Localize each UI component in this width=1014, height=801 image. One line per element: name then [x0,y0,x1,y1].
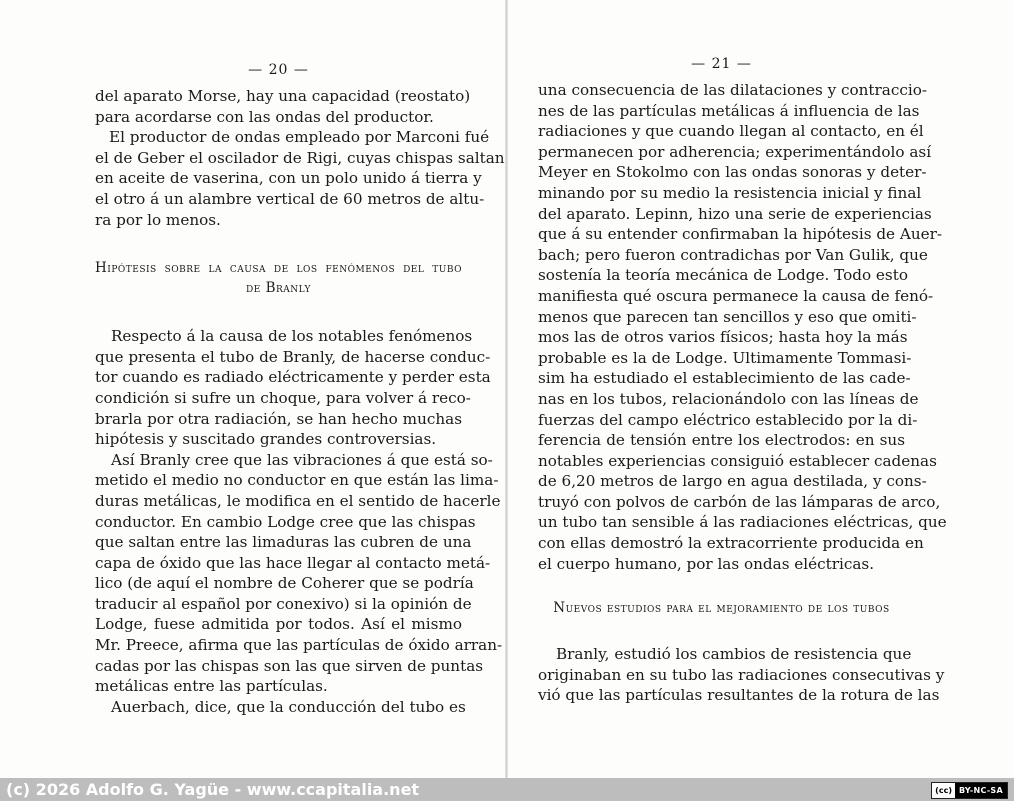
text-line: truyó con polvos de carbón de las lámparas de arco, [538,492,941,511]
heading-line: Hipótesis sobre la causa de los fenómenos del tubo [95,260,462,277]
text-line: vió que las partículas resultantes de la rotura de las [538,686,940,705]
paragraph [95,127,505,230]
text-line: traducir al español por conexivo) si la opinión de [95,594,472,613]
text-line: manifiesta qué oscura permanece la causa de fenó- [538,286,934,305]
text-line: cadas por las chispas son las que sirven de puntas [95,656,484,675]
text-line: lico (de aquí el nombre de Coherer que se podría [95,574,474,593]
cc-icon: (cc) [932,783,955,798]
text-line: metálicas entre las partículas. [95,677,328,696]
copyright-credit: (c) 2026 Adolfo G. Yagüe - www.ccapitalia.net [6,780,420,799]
text-line: permanecen por adherencia; experimentándolo así [538,142,932,161]
text-line: metido el medio no conductor en que están las lima- [95,471,499,490]
text-line: Así Branly cree que las vibraciones á que está so- [111,450,493,469]
license-label: BY-NC-SA [955,783,1007,798]
text-line: el cuerpo humano, por las ondas eléctricas. [538,554,875,573]
watermark-footer [0,778,1014,801]
text-line: duras metálicas, le modifica en el sentido de hacerle [95,491,501,510]
text-line: en aceite de vaserina, con un polo unido á tierra y [95,169,482,188]
text-line: conductor. En cambio Lodge cree que las chispas [95,512,476,531]
section-heading [538,598,905,618]
text-line: notables experiencias consiguió establecer cadenas [538,451,937,470]
text-line: probable es la de Lodge. Ultimamente Tommasi- [538,348,912,367]
text-line: ferencia de tensión entre los electrodos: en sus [538,431,905,450]
text-line: que saltan entre las limaduras las cubren de una [95,533,472,552]
text-line: condición si sufre un choque, para volver á reco- [95,388,471,407]
text-line: nes de las partículas metálicas á influencia de las [538,101,920,120]
paragraph [95,326,491,450]
text-line: radiaciones y que cuando llegan al contacto, en él [538,122,924,141]
paragraph [538,80,947,574]
text-line: Mr. Preece, afirma que las partículas de óxido arran- [95,636,503,655]
text-line: menos que parecen tan sencillos y eso que omiti- [538,307,917,326]
text-line: sostenía la teoría mecánica de Lodge. Todo esto [538,266,908,285]
text-line: Meyer en Stokolmo con las ondas sonoras y deter- [538,163,927,182]
book-gutter [505,0,508,778]
text-line: bach; pero fueron contradichas por Van Gulik, que [538,245,928,264]
text-line: brarla por otra radiación, se han hecho muchas [95,409,462,428]
text-line: un tubo tan sensible á las radiaciones eléctricas, que [538,513,947,532]
page-number-right: — 21 — [691,56,752,72]
text-line: fuerzas del campo eléctrico establecido por la di- [538,410,918,429]
text-line: de 6,20 metros de largo en agua destilada, y cons- [538,472,927,491]
text-line: Lodge, fuese admitida por todos. Así el mismo [95,615,462,634]
text-line: tor cuando es radiado eléctricamente y perder esta [95,368,491,387]
license-badge [931,782,1008,799]
page-number-left: — 20 — [248,62,309,78]
text-line: ra por lo menos. [95,210,221,229]
heading-line: de Branly [246,280,311,297]
text-line: Respecto á la causa de los notables fenómenos [111,327,473,346]
text-line: para acordarse con las ondas del productor. [95,107,434,126]
left-page [95,0,505,778]
paragraph [95,697,466,718]
right-page-text [538,80,947,706]
text-line: con ellas demostró la extracorriente producida en [538,534,924,553]
text-line: mos las de otros varios físicos; hasta hoy la más [538,328,908,347]
text-line: sim ha estudiado el establecimiento de las cade- [538,369,911,388]
paragraph [95,86,471,127]
text-line: nas en los tubos, relacionándolo con las líneas de [538,389,919,408]
heading-line: Nuevos estudios para el mejoramiento de los tubos [553,600,890,617]
text-line: hipótesis y suscitado grandes controversias. [95,430,437,449]
section-heading [95,258,462,298]
text-line: una consecuencia de las dilataciones y contraccio- [538,81,927,99]
text-line: minando por su medio la resistencia inicial y final [538,183,922,202]
paragraph [538,644,945,706]
text-line: el otro á un alambre vertical de 60 metros de altu- [95,189,485,208]
right-page [538,0,947,778]
text-line: del aparato Morse, hay una capacidad (reostato) [95,87,471,105]
text-line: capa de óxido que las hace llegar al contacto metá- [95,553,491,572]
text-line: del aparato. Lepinn, hizo una serie de experiencias [538,204,932,223]
text-line: Branly, estudió los cambios de resistencia que [556,645,912,664]
text-line: El productor de ondas empleado por Marconi fué [109,128,490,147]
text-line: el de Geber el oscilador de Rigi, cuyas chispas saltan [95,148,505,167]
paragraph [95,450,503,697]
text-line: originaban en su tubo las radiaciones consecutivas y [538,665,945,684]
text-line: que á su entender confirmaban la hipótesis de Auer- [538,225,942,244]
text-line: que presenta el tubo de Branly, de hacerse conduc- [95,347,491,366]
left-page-text [95,86,505,717]
text-line: Auerbach, dice, que la conducción del tubo es [111,697,466,716]
